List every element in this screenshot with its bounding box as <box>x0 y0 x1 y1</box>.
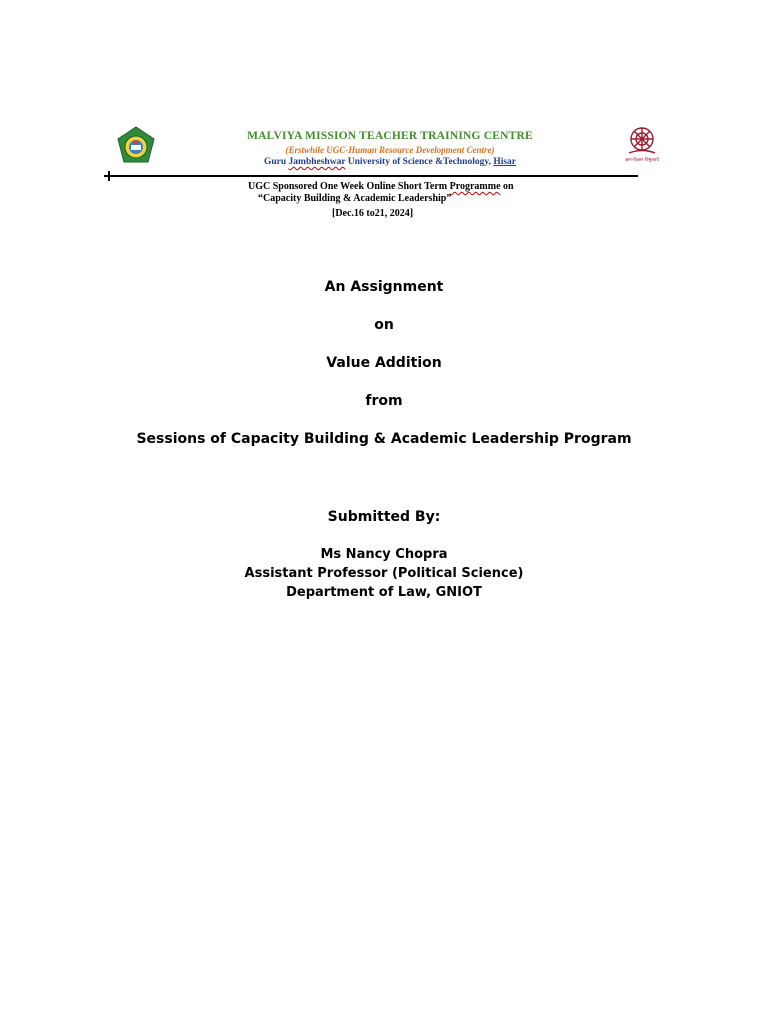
ugc-logo-caption: ज्ञान-विज्ञान विमुक्तये <box>625 158 659 163</box>
university-city: Hisar <box>493 157 517 167</box>
erstwhile-note: (Erstwhile UGC-Human Resource Development Centre) <box>285 145 495 155</box>
programme-theme: “Capacity Building & Academic Leadership” <box>258 193 452 204</box>
submitter-name: Ms Nancy Chopra <box>320 547 448 562</box>
spellcheck-word: Programme <box>449 181 501 192</box>
submitted-by-heading: Submitted By: <box>327 509 441 525</box>
header-block <box>160 130 620 167</box>
gju-emblem-icon <box>116 126 156 166</box>
divider-marker <box>108 171 110 181</box>
programme-title: UGC Sponsored One Week Online Short Term Programme on <box>248 181 514 192</box>
centre-name: MALVIYA MISSION TEACHER TRAINING CENTRE <box>247 130 533 142</box>
assignment-line-4: from <box>365 393 403 409</box>
assignment-line-2: on <box>374 317 394 333</box>
assignment-line-3: Value Addition <box>326 355 442 371</box>
spellcheck-word: Jambheshwar <box>288 157 346 167</box>
university-name: Guru Jambheshwar University of Science &Technology, Hisar <box>263 157 517 167</box>
programme-dates: [Dec.16 to21, 2024] <box>332 208 414 219</box>
assignment-line-1: An Assignment <box>324 279 444 295</box>
header-divider <box>104 175 638 177</box>
submitter-details <box>0 545 768 602</box>
ugc-logo-icon <box>620 124 664 168</box>
assignment-line-5: Sessions of Capacity Building & Academic Leadership Program <box>136 431 632 447</box>
submitter-department: Department of Law, GNIOT <box>286 585 482 600</box>
submitter-designation: Assistant Professor (Political Science) <box>244 566 524 581</box>
